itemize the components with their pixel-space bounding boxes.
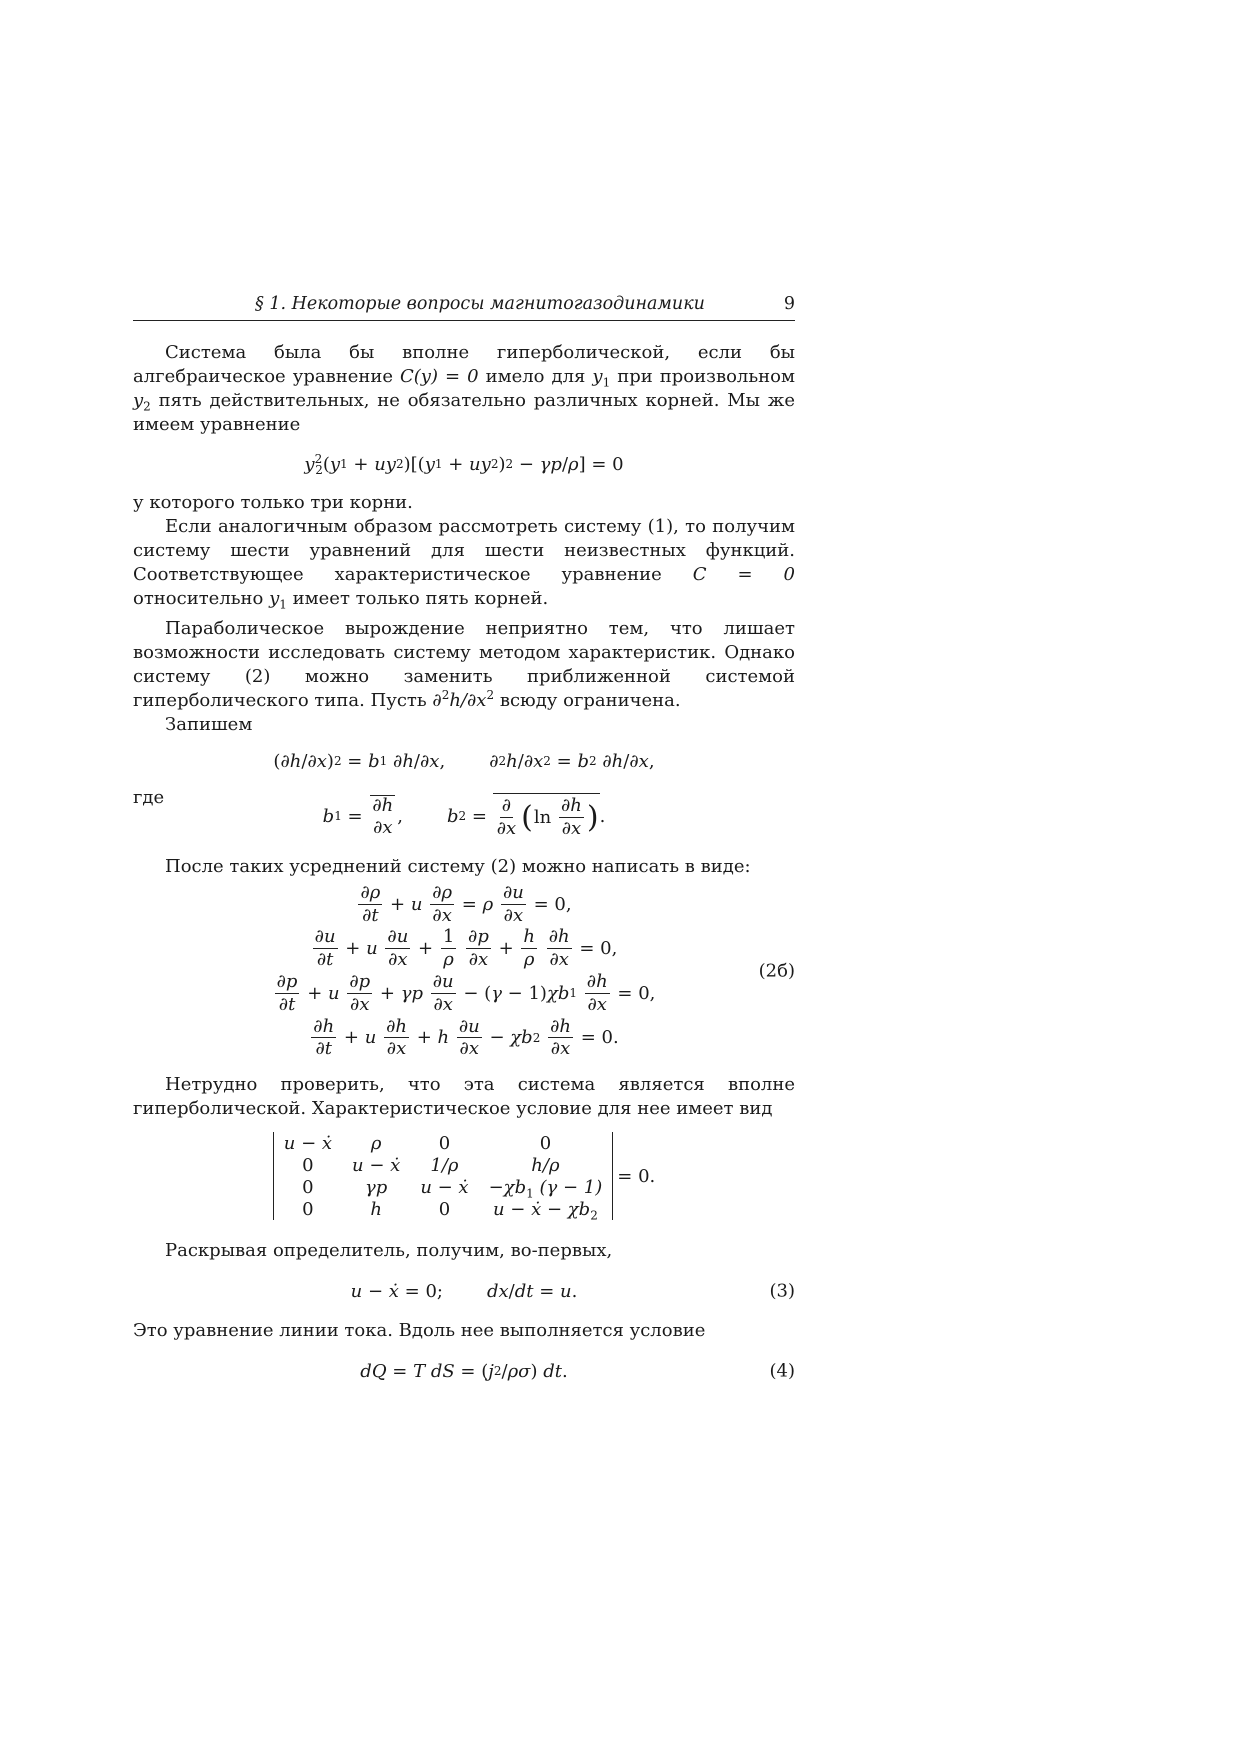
paragraph-6: После таких усреднений систему (2) можно написать в виде: [165,856,751,877]
running-title: § 1. Некоторые вопросы магнитогазодинамики [255,294,705,314]
equation-4: dQ = T dS = ( j 2 / ρσ ) dt . (4) [360,1360,795,1382]
paragraph-3 [133,515,795,611]
p4-text-a: Параболическое вырождение неприятно тем, что лишает возможности исследовать систему методом характеристик. Однако систему (2) можно заменить приближенной системой гиперболического типа. Пусть [133,618,795,711]
equation-number-2b: (2б) [758,960,795,982]
system-line-1: $\frac{\partial\rho}{\partial t}$ + u $\frac{\partial\rho}{\partial x}$ = ρ $\frac{\partial u}{\partial x}$ = 0, [360,881,572,926]
paragraph-5: Запишем [165,714,253,735]
equation-number-3: (3) [769,1280,795,1302]
equation-b1-b2: b 1 = ∂h ∂x , b 2 = $\frac{\partial}{\partial x}$ ( ln $\frac{\partial h}{\partial x}$ ) . [322,794,606,839]
determinant-rhs: = 0. [617,1165,656,1187]
paragraph-9: Это уравнение линии тока. Вдоль нее выполняется условие [133,1320,706,1341]
paragraph-1 [133,341,795,437]
p4-formula: $\partial^2h/\partial x^2$ [432,688,495,711]
paragraph-8: Раскрывая определитель, получим, во-первых, [165,1240,613,1261]
p3-text-b: относительно [133,588,270,609]
p3-formula-c: C = 0 [692,564,795,585]
paragraph-7: Нетрудно проверить, что эта система является вполне гиперболической. Характеристическое условие для нее имеет вид [133,1074,795,1119]
page-number: 9 [783,294,795,314]
p4-text-b: всюду ограничена. [494,690,681,711]
system-line-2: $\frac{\partial u}{\partial t}$ + u $\frac{\partial u}{\partial x}$ + $\frac{1}{\rho}$ $\frac{\partial p}{\partial x}$ + $\frac{h}{\rho}$ $\frac{\partial h}{\partial x}$ = 0, [314,926,618,971]
p1-formula-cy: C(y) = 0 [400,366,479,387]
equation-3: u − ẋ = 0; dx / dt = u . (3) [350,1280,795,1302]
p3-text-end: имеет только пять корней. [286,588,549,609]
p3-y1: $y_1$ [269,588,287,612]
determinant-equation [133,1121,795,1231]
p1-text-b: имело для [478,366,593,387]
paragraph-2: у которого только три корни. [133,492,413,513]
paragraph-4 [133,617,795,713]
equation-number-4: (4) [769,1360,795,1382]
p1-text-a: Система была бы вполне гиперболической, если бы алгебраическое уравнение [133,342,795,387]
system-line-3: $\frac{\partial p}{\partial t}$ + u $\frac{\partial p}{\partial x}$ + γp $\frac{\partial u}{\partial x}$ − ( γ − 1) χb 1 $\frac{\partial h}{\partial x}$ = 0, [276,971,656,1015]
system-line-4: $\frac{\partial h}{\partial t}$ + u $\frac{\partial h}{\partial x}$ + h $\frac{\partial u}{\partial x}$ − χb 2 $\frac{\partial h}{\partial x}$ = 0. [313,1015,619,1060]
page [133,292,795,1399]
p1-y1: $y_1$ [592,366,611,390]
determinant-matrix: u − ẋ ρ 0 0 0 u − ẋ 1/ρ h/ρ 0 γp u − ẋ $-\chi b_1$ (γ − 1) 0 h 0 u − ẋ − $\chi b_2$ [273,1132,614,1220]
p3-text-a: Если аналогичным образом рассмотреть систему (1), то получим систему шести уравнений для шести неизвестных функций. Соответствующее характеристическое уравнение [133,516,795,585]
equation-b-definitions: ( ∂h / ∂x ) 2 = b 1 ∂h / ∂x , ∂ 2 h / ∂x 2 = b 2 ∂h / ∂x , [273,750,655,772]
p1-y2: $y_2$ [133,390,151,414]
equation-system-2b [133,883,795,1059]
where-block [133,785,795,847]
p1-text-c: при произвольном [610,366,795,387]
p1-text-d: пять действительных, не обязательно различных корней. Мы же имеем уравнение [133,390,795,435]
where-label: где [133,787,165,808]
equation-char-poly: $y^2_2$ ( y 1 + uy 2 )[( y 1 + uy 2 ) 2 − γp / ρ ] = 0 [304,451,624,478]
running-header [133,292,795,321]
